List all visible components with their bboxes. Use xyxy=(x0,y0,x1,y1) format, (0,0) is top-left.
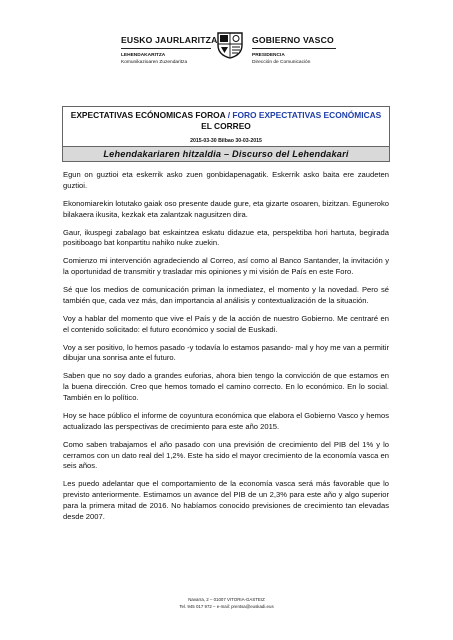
paragraph: Saben que no soy dado a grandes euforias, ahora bien tengo la convicción de que estamos en la buena dirección. Creo que hemos tomado el camino correcto. En lo económico. En lo social. También en lo político. xyxy=(63,371,389,403)
speech-type-band: Lehendakariaren hitzaldia – Discurso del Lehendakari xyxy=(63,146,389,161)
paragraph: Gaur, ikuspegi zabalago bat eskaintzea eskatu didazue eta, perspektiba hori hartuta, begirada positiboago bat konpartitu nahiko nuke zuekin. xyxy=(63,227,389,248)
event-title-box xyxy=(62,106,390,162)
department-spanish xyxy=(252,52,310,66)
department-basque xyxy=(121,52,187,66)
event-title-spanish: FORO EXPECTATIVAS ECONÓMICAS xyxy=(232,110,382,120)
event-title-separator: / xyxy=(225,110,233,120)
paragraph: Comienzo mi intervención agradeciendo al Correo, así como al Banco Santander, la invitación y la oportunidad de transmitir y trasladar mis opiniones y mi visión de País en este Foro. xyxy=(63,256,389,277)
department-spanish-subtitle: Dirección de Comunicación xyxy=(252,60,311,65)
government-name-basque: EUSKO JAURLARITZA xyxy=(121,35,218,45)
paragraph: Como saben trabajamos el año pasado con una previsión de crecimiento del PIB del 1% y lo cerramos con un dato real del 1,2%. Este ha sido el mayor crecimiento de la economía vasca en seis años. xyxy=(63,439,389,471)
footer-address: Navarra, 2 – 01007 VITORIA-GASTEIZ xyxy=(188,597,265,602)
paragraph: Voy a ser positivo, lo hemos pasado -y todavía lo estamos pasando- mal y hoy me van a permitir dibujar una sonrisa ante el futuro. xyxy=(63,342,389,363)
paragraph: Les puedo adelantar que el comportamiento de la economía vasca será más favorable que lo previsto anteriormente. Estimamos un avance del PIB de un 2,3% para este año y algo superior para la primera mitad de 2016. No habíamos conocido previsiones de crecimiento tan elevadas desde 2007. xyxy=(63,479,389,521)
government-name-spanish: GOBIERNO VASCO xyxy=(252,35,334,45)
page-footer xyxy=(0,597,453,610)
footer-contact: Tel. 945 017 972 – e-mail: prentsa@euskadi.eus xyxy=(179,603,274,609)
paragraph: Voy a hablar del momento que vive el País y de la acción de nuestro Gobierno. Me centraré en el contenido solicitado: el futuro económico y social de Euskadi. xyxy=(63,313,389,334)
paragraph: Hoy se hace público el informe de coyuntura económica que elabora el Gobierno Vasco y hemos actualizado las perspectivas de crecimiento para este año 2015. xyxy=(63,411,389,431)
speech-body xyxy=(63,170,389,530)
paragraph: Sé que los medios de comunicación priman la inmediatez, el momento y la novedad. Pero sé también que, cada vez más, dan importancia al análisis y contextualización de la situación. xyxy=(63,285,389,305)
event-title-basque: EXPECTATIVAS ECÓNOMICAS FOROA xyxy=(70,110,226,120)
event-date: 2015-03-30 Bilbao 30-03-2015 xyxy=(190,138,262,144)
event-subtitle: EL CORREO xyxy=(201,121,251,131)
header-rule-left xyxy=(121,48,211,49)
header-rule-right xyxy=(252,48,336,49)
paragraph: Ekonomiarekin lotutako gaiak oso presente daude gure, eta gizarte osoaren, bizitzan. Eguneroko bilakaera ikusita, kezkak eta zalantzak nagusitzen dira. xyxy=(63,198,389,219)
department-basque-title: LEHENDAKARITZA xyxy=(121,53,166,58)
event-title xyxy=(63,110,389,120)
department-spanish-title: PRESIDENCIA xyxy=(252,53,285,58)
paragraph: Egun on guztioi eta eskerrik asko zuen gonbidapenagatik. Eskerrik asko baita ere zaudeten guztioi. xyxy=(63,170,389,190)
letterhead xyxy=(0,0,453,80)
department-basque-subtitle: Komunikazioaren Zuzendaritza xyxy=(121,60,188,65)
basque-government-shield-icon xyxy=(215,30,245,60)
